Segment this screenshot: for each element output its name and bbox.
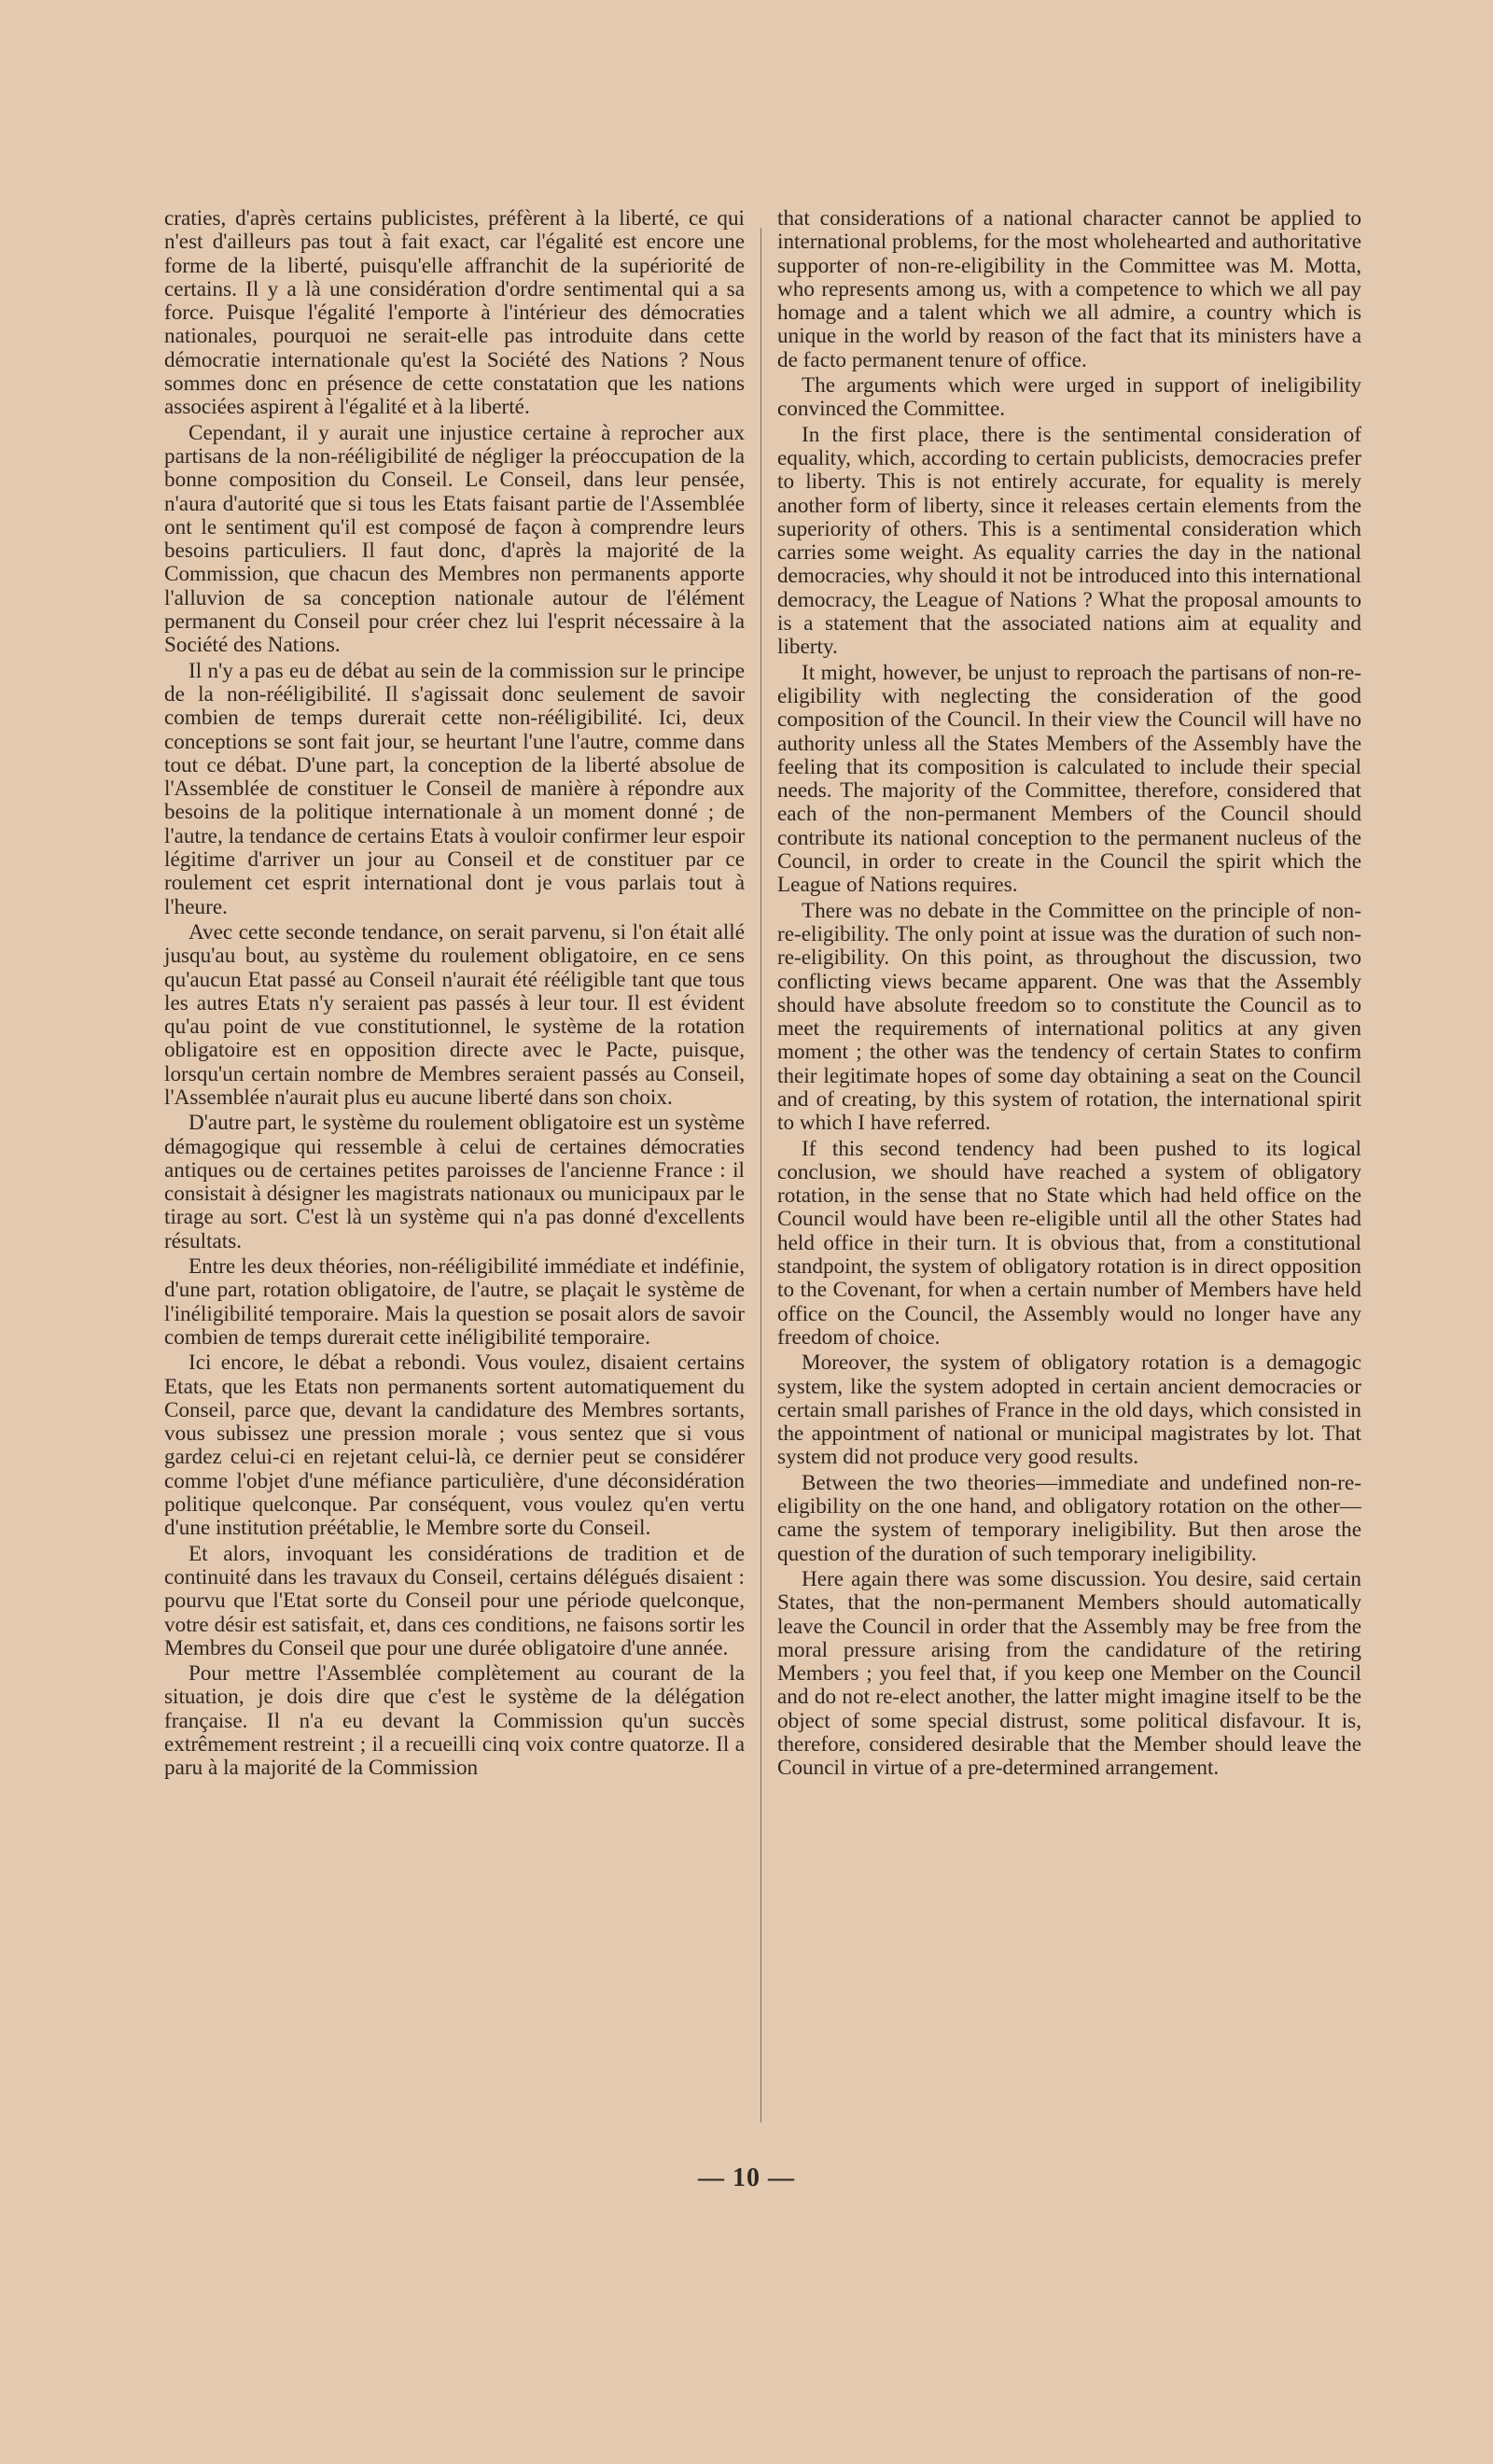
paragraph: The arguments which were urged in support of ineligibility convinced the Committee. <box>777 373 1361 422</box>
paragraph: Here again there was some discussion. You desire, said certain States, that the non-permanent Members should automatically leave the Council in order that the Assembly may be free from the moral pressure arising from the candidature of the retiring Members ; you feel that, if you keep one Member on the Council and do not re-elect another, the latter might imagine itself to be the object of some special distrust, some political disfavour. It is, therefore, considered desirable that the Member should leave the Council in virtue of a pre-determined arrangement. <box>777 1566 1361 1781</box>
english-text-column <box>777 207 1361 1783</box>
paragraph: It might, however, be unjust to reproach the partisans of non-re-eligibility with neglecting the consideration of the good composition of the Council. In their view the Council will have no authority unless all the States Members of the Assembly have the feeling that its composition is calculated to include their special needs. The majority of the Committee, therefore, considered that each of the non-permanent Members of the Council should contribute its national conception to the permanent nucleus of the Council, in order to create in the Council the spirit which the League of Nations requires. <box>777 660 1361 898</box>
paragraph: In the first place, there is the sentimental consideration of equality, which, according to certain publicists, democracies prefer to liberty. This is not entirely accurate, for equality is merely another form of liberty, since it releases certain elements from the superiority of others. This is a sentimental consideration which carries some weight. As equality carries the day in the national democracies, why should it not be introduced into this international democracy, the League of Nations ? What the proposal amounts to is a statement that the associated nations aim at equality and liberty. <box>777 422 1361 660</box>
paragraph: There was no debate in the Committee on the principle of non-re-eligibility. The only point at issue was the duration of such non-re-eligibility. On this point, as throughout the discussion, two conflicting views became apparent. One was that the Assembly should have absolute freedom so to constitute the Council as to meet the requirements of international politics at any given moment ; the other was the tendency of certain States to confirm their legitimate hopes of some day obtaining a seat on the Council and of creating, by this system of rotation, the international spirit to which I have referred. <box>777 898 1361 1136</box>
paragraph: Ici encore, le débat a rebondi. Vous voulez, disaient certains Etats, que les Etats non permanents sortent automatiquement du Conseil, parce que, devant la candidature des Membres sortants, vous subissez une pression morale ; vous sentez que si vous gardez celui-ci en rejetant celui-là, ce dernier peut se considérer comme l'objet d'une méfiance particulière, d'une déconsidération politique quelconque. Par conséquent, vous voulez qu'en vertu d'une institution préétablie, le Membre sorte du Conseil. <box>164 1351 745 1541</box>
paragraph: Entre les deux théories, non-rééligibilité immédiate et indéfinie, d'une part, rotation obligatoire, de l'autre, se plaçait le système de l'inéligibilité temporaire. Mais la question se posait alors de savoir combien de temps durerait cette inéligibilité temporaire. <box>164 1254 745 1350</box>
column-divider <box>760 228 761 2122</box>
paragraph: that considerations of a national character cannot be applied to international problems, for the most wholehearted and authoritative supporter of non-re-eligibility in the Committee was M. Motta, who represents among us, with a competence to which we all pay homage and a talent which we all admire, a country which is unique in the world by reason of the fact that its ministers have a de facto permanent tenure of office. <box>777 206 1361 372</box>
paragraph: If this second tendency had been pushed to its logical conclusion, we should have reached a system of obligatory rotation, in the sense that no State which had held office on the Council would have been re-eligible until all the other States had held office in their turn. It is obvious that, from a constitutional standpoint, the system of obligatory rotation is in direct opposition to the Covenant, for when a certain number of Members have held office on the Council, the Assembly would no longer have any freedom of choice. <box>777 1136 1361 1350</box>
paragraph: Il n'y a pas eu de débat au sein de la commission sur le principe de la non-rééligibilité. Il s'agissait donc seulement de savoir combien de temps durerait cette non-rééligibilité. Ici, deux conceptions se sont fait jour, se heurtant l'une l'autre, comme dans tout ce débat. D'une part, la conception de la liberté absolue de l'Assemblée de constituer le Conseil de manière à répondre aux besoins de la politique internationale à un moment donné ; de l'autre, la tendance de certains Etats à vouloir confirmer leur espoir légitime d'arriver un jour au Conseil et de constituer par ce roulement cet esprit international dont je vous parlais tout à l'heure. <box>164 658 745 919</box>
french-text-column <box>164 207 745 1783</box>
paragraph: Avec cette seconde tendance, on serait parvenu, si l'on était allé jusqu'au bout, au système du roulement obligatoire, en ce sens qu'aucun Etat passé au Conseil n'aurait été rééligible tant que tous les autres Etats n'y seraient pas passés à leur tour. Il est évident qu'au point de vue constitutionnel, le système de la rotation obligatoire est en opposition directe avec le Pacte, puisque, lorsqu'un certain nombre de Membres seraient passés au Conseil, l'Assemblée n'aurait plus eu aucune liberté dans son choix. <box>164 919 745 1110</box>
paragraph: Cependant, il y aurait une injustice certaine à reprocher aux partisans de la non-rééligibilité de négliger la préoccupation de la bonne composition du Conseil. Le Conseil, dans leur pensée, n'aura d'autorité que si tous les Etats faisant partie de l'Assemblée ont le sentiment qu'il est composé de façon à comprendre leurs besoins particuliers. Il faut donc, d'après la majorité de la Commission, que chacun des Membres non permanents apporte l'alluvion de sa conception nationale autour de l'élément permanent du Conseil pour créer chez lui l'esprit nécessaire à la Société des Nations. <box>164 420 745 658</box>
paragraph: Moreover, the system of obligatory rotation is a demagogic system, like the system adopted in certain ancient democracies or certain small parishes of France in the old days, which consisted in the appointment of national or municipal magistrates by lot. That system did not produce very good results. <box>777 1351 1361 1470</box>
paragraph: Between the two theories—immediate and undefined non-re-eligibility on the one hand, and obligatory rotation on the other—came the system of temporary ineligibility. But then arose the question of the duration of such temporary ineligibility. <box>777 1470 1361 1566</box>
paragraph: craties, d'après certains publicistes, préfèrent à la liberté, ce qui n'est d'ailleurs pas tout à fait exact, car l'égalité est encore une forme de la liberté, puisqu'elle affranchit de la supériorité de certains. Il y a là une considération d'ordre sentimental qui a sa force. Puisque l'égalité l'emporte à l'intérieur des démocraties nationales, pourquoi ne serait-elle pas introduite dans cette démocratie internationale qu'est la Société des Nations ? Nous sommes donc en présence de cette constatation que les nations associées aspirent à l'égalité et à la liberté. <box>164 206 745 420</box>
paragraph: D'autre part, le système du roulement obligatoire est un système démagogique qui ressemble à celui de certaines démocraties antiques ou de certaines petites paroisses de l'ancienne France : il consistait à désigner les magistrats nationaux ou municipaux par le tirage au sort. C'est là un système qui n'a pas donné d'excellents résultats. <box>164 1111 745 1253</box>
paragraph: Pour mettre l'Assemblée complètement au courant de la situation, je dois dire que c'est le système de la délégation française. Il n'a eu devant la Commission qu'un succès extrêmement restreint ; il a recueilli cinq voix contre quatorze. Il a paru à la majorité de la Commission <box>164 1661 745 1781</box>
page-number: — 10 — <box>698 2163 795 2192</box>
paragraph: Et alors, invoquant les considérations de tradition et de continuité dans les travaux du Conseil, certains délégués disaient : pourvu que l'Etat sorte du Conseil pour une période quelconque, votre désir est satisfait, et, dans ces conditions, ne faisons sortir les Membres du Conseil que pour une durée obligatoire d'une année. <box>164 1541 745 1660</box>
